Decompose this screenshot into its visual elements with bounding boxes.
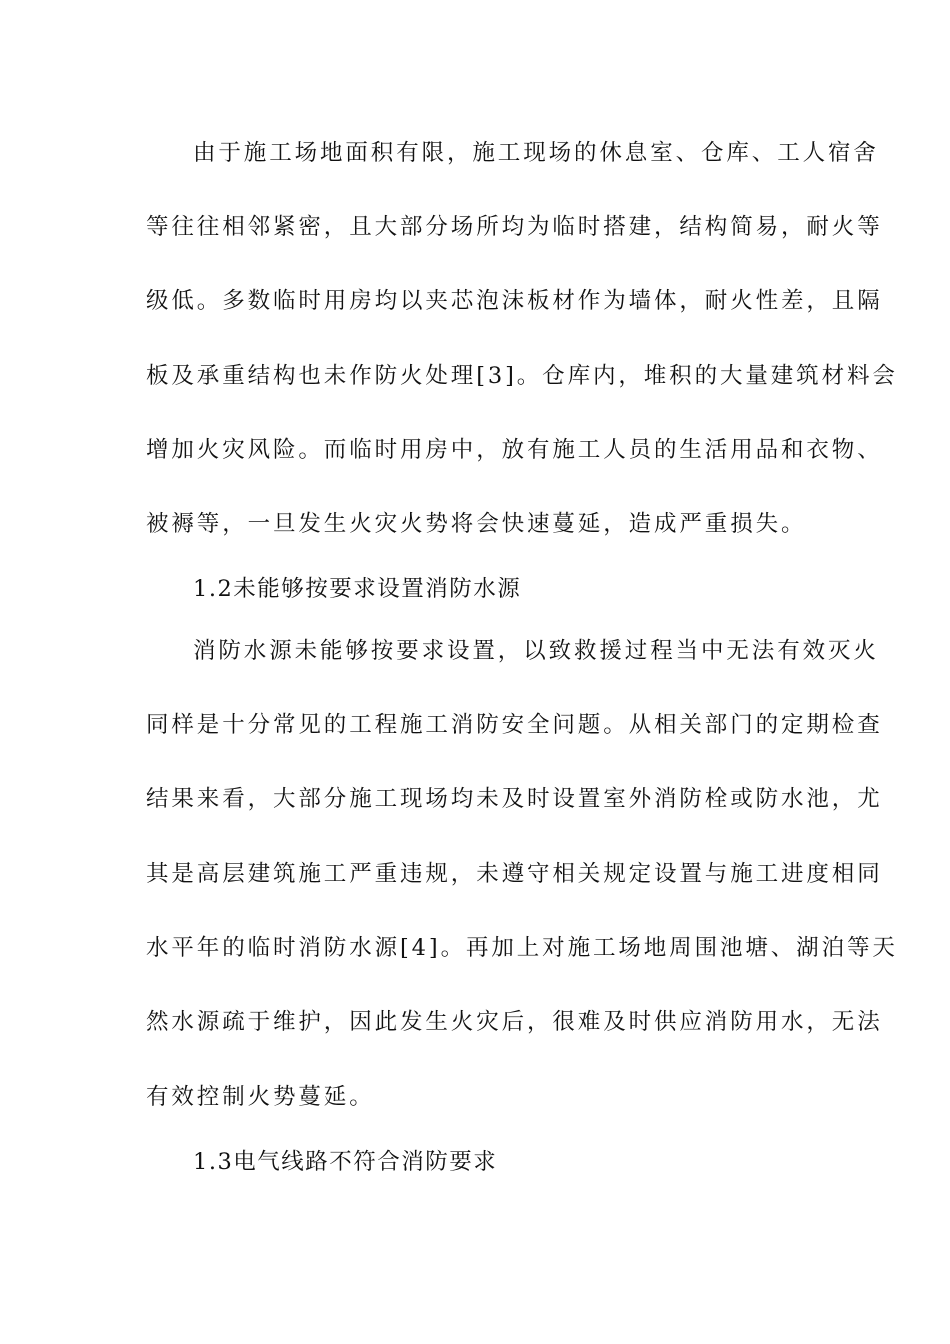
- paragraph-2-line-5: 水平年的临时消防水源[4]。再加上对施工场地周围池塘、湖泊等天: [146, 935, 898, 961]
- section-heading-1-2: 1.2未能够按要求设置消防水源: [193, 576, 522, 602]
- paragraph-2-line-7: 有效控制火势蔓延。: [146, 1084, 375, 1110]
- paragraph-2-line-2: 同样是十分常见的工程施工消防安全问题。从相关部门的定期检查: [146, 712, 883, 738]
- paragraph-2-line-3: 结果来看，大部分施工现场均未及时设置室外消防栓或防水池，尤: [146, 786, 883, 812]
- paragraph-1-line-4: 板及承重结构也未作防火处理[3]。仓库内，堆积的大量建筑材料会: [146, 363, 898, 389]
- section-heading-1-3: 1.3电气线路不符合消防要求: [193, 1149, 498, 1175]
- paragraph-1-line-1: 由于施工场地面积有限，施工现场的休息室、仓库、工人宿舍: [193, 140, 879, 166]
- paragraph-1-line-2: 等往往相邻紧密，且大部分场所均为临时搭建，结构简易，耐火等: [146, 214, 883, 240]
- paragraph-2-line-6: 然水源疏于维护，因此发生火灾后，很难及时供应消防用水，无法: [146, 1009, 883, 1035]
- paragraph-1-line-3: 级低。多数临时用房均以夹芯泡沫板材作为墙体，耐火性差，且隔: [146, 288, 883, 314]
- paragraph-1-line-6: 被褥等，一旦发生火灾火势将会快速蔓延，造成严重损失。: [146, 511, 807, 537]
- paragraph-1-line-5: 增加火灾风险。而临时用房中，放有施工人员的生活用品和衣物、: [146, 437, 883, 463]
- paragraph-2-line-1: 消防水源未能够按要求设置，以致救援过程当中无法有效灭火: [193, 638, 879, 664]
- paragraph-2-line-4: 其是高层建筑施工严重违规，未遵守相关规定设置与施工进度相同: [146, 861, 883, 887]
